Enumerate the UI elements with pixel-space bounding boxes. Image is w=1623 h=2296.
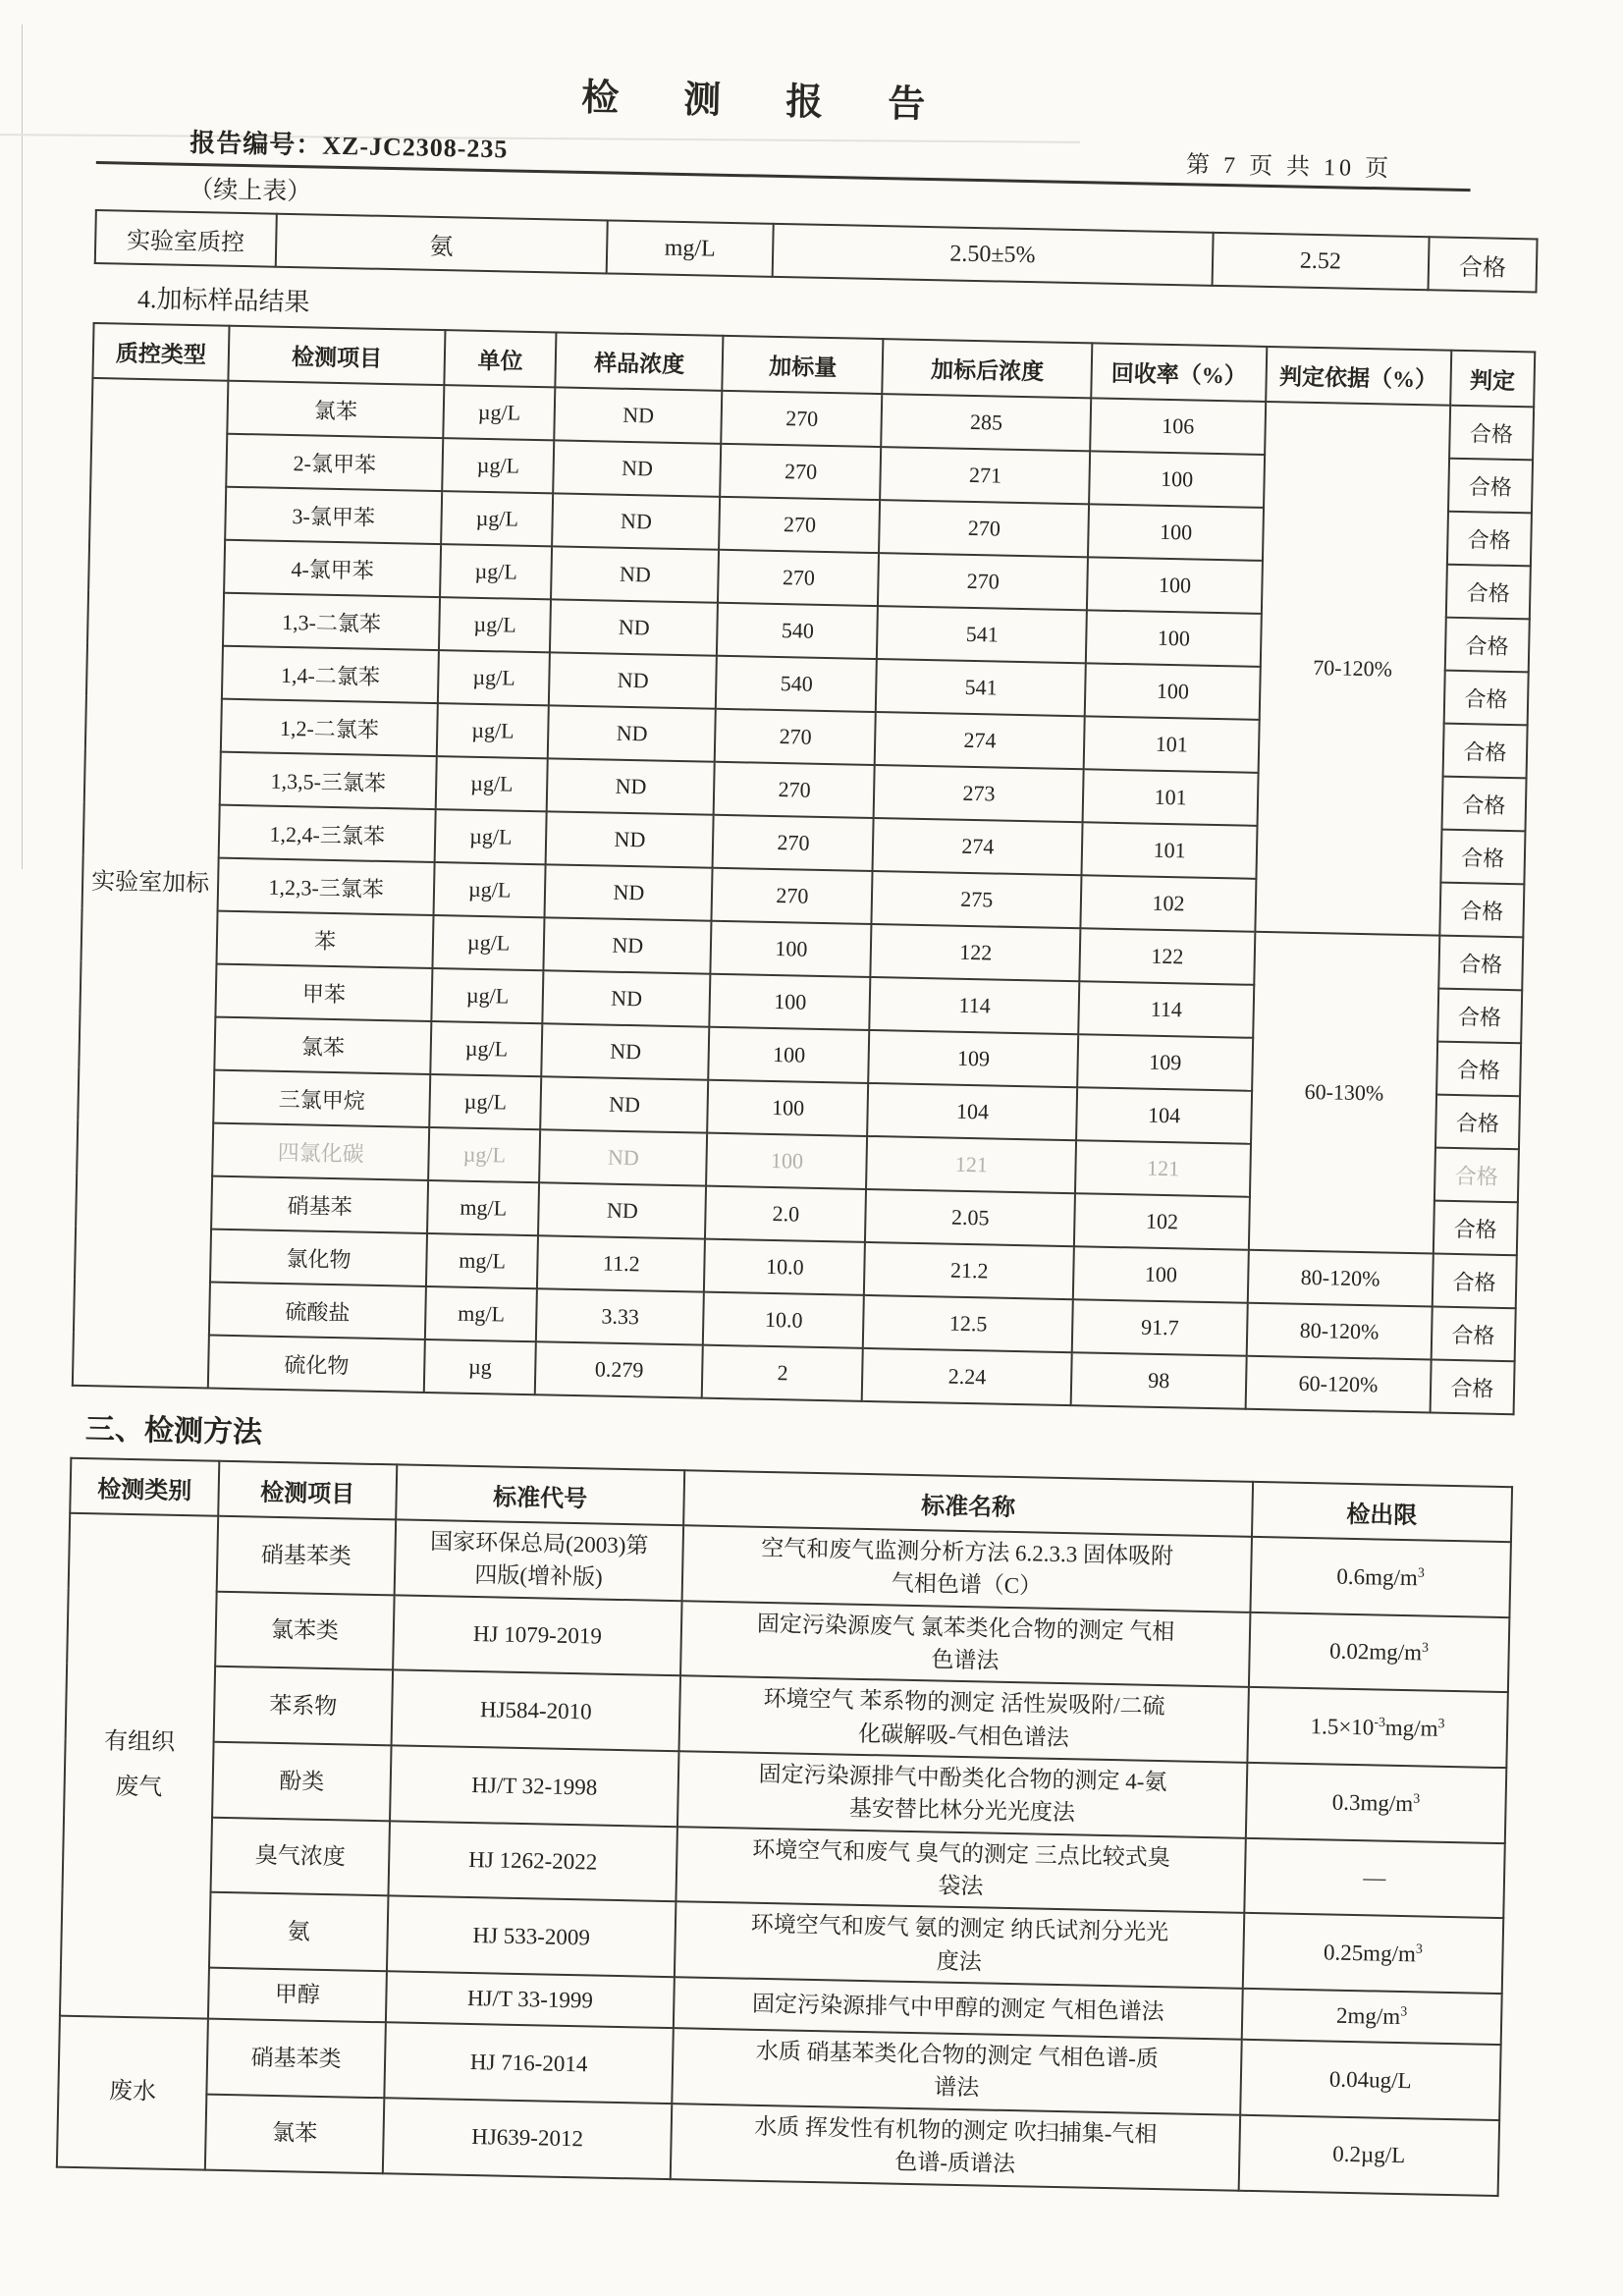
spiked-cell-recovery: 100	[1087, 557, 1263, 614]
methods-cell-item: 氯苯类	[215, 1591, 394, 1669]
spiked-cell-after: 274	[873, 818, 1083, 875]
spiked-cell-unit: µg/L	[441, 491, 553, 546]
spiked-cell-item: 硫化物	[208, 1336, 425, 1393]
methods-heading: 三、检测方法	[84, 1413, 263, 1449]
spiked-cell-unit: µg/L	[429, 1074, 541, 1129]
spiked-cell-verdict: 合格	[1440, 830, 1525, 885]
spiked-cell-unit: mg/L	[425, 1286, 537, 1341]
spiked-cell-spike: 270	[718, 550, 879, 606]
spiked-cell-after: 541	[876, 659, 1086, 716]
spiked-cell-spike: 270	[715, 709, 876, 765]
spiked-col-header: 回收率（%）	[1092, 343, 1268, 402]
spiked-cell-after: 121	[866, 1136, 1076, 1193]
spiked-cell-item: 甲苯	[215, 964, 432, 1021]
spiked-cell-recovery: 102	[1081, 875, 1257, 932]
methods-cell-item: 甲醇	[208, 1968, 387, 2023]
spiked-cell-item: 1,3-二氯苯	[223, 593, 440, 650]
qc-cell-verdict: 合格	[1428, 237, 1537, 292]
spiked-cell-item: 氯苯	[227, 381, 444, 438]
spiked-cell-after: 271	[881, 447, 1091, 504]
methods-cell-limit: —	[1244, 1838, 1505, 1919]
methods-col-header: 标准代号	[396, 1464, 685, 1525]
spiked-cell-unit: µg/L	[428, 1127, 540, 1182]
spiked-cell-verdict: 合格	[1435, 1095, 1520, 1150]
spiked-cell-item: 四氯化碳	[212, 1123, 429, 1180]
page-number-info: 第 7 页 共 10 页	[1185, 152, 1393, 183]
page-title: 检 测 报 告	[580, 77, 940, 127]
spiked-cell-basis: 70-120%	[1255, 402, 1450, 936]
spiked-cell-spike: 10.0	[704, 1239, 865, 1295]
spiked-cell-after: 21.2	[864, 1242, 1074, 1299]
spiked-cell-recovery: 106	[1090, 398, 1266, 455]
spiked-col-header: 加标后浓度	[883, 339, 1093, 398]
methods-cell-limit: $0.02mg/m^3$	[1249, 1613, 1510, 1693]
methods-cell-limit: $2mg/m^3$	[1241, 1989, 1501, 2045]
spiked-cell-after: 12.5	[863, 1295, 1073, 1352]
methods-col-header: 标准名称	[683, 1470, 1252, 1537]
spiked-cell-after: 541	[877, 606, 1087, 663]
spiked-cell-unit: µg/L	[437, 703, 549, 758]
spiked-cell-sample: ND	[538, 1182, 706, 1238]
spiked-cell-item: 氯化物	[210, 1230, 427, 1286]
spiked-cell-item: 1,2-二氯苯	[221, 699, 438, 756]
spiked-cell-unit: µg/L	[432, 968, 544, 1023]
methods-cell-name: 固定污染源废气 氯苯类化合物的测定 气相 色谱法	[680, 1601, 1250, 1687]
spiked-cell-sample: 0.279	[535, 1341, 703, 1397]
spiked-cell-basis: 60-120%	[1246, 1356, 1432, 1413]
methods-cell-code: HJ 533-2009	[387, 1896, 676, 1978]
methods-cell-item: 酚类	[212, 1742, 391, 1821]
spiked-cell-after: 2.05	[865, 1189, 1075, 1246]
spiked-cell-unit: mg/L	[426, 1233, 538, 1288]
report-number	[189, 123, 509, 165]
spiked-cell-recovery: 101	[1084, 716, 1260, 773]
methods-cell-code: HJ/T 33-1999	[386, 1971, 676, 2028]
spiked-cell-item: 氯苯	[214, 1017, 431, 1074]
spiked-cell-basis: 80-120%	[1248, 1250, 1434, 1307]
spiked-cell-sample: ND	[543, 970, 711, 1026]
spiked-cell-after: 122	[871, 924, 1081, 981]
spiked-cell-item: 1,2,4-三氯苯	[219, 805, 436, 862]
methods-col-header: 检出限	[1252, 1482, 1512, 1542]
spiked-cell-spike: 100	[708, 1080, 869, 1136]
spiked-cell-recovery: 114	[1079, 981, 1255, 1038]
spiked-cell-spike: 100	[710, 974, 871, 1030]
qc-cell-item: 氨	[275, 214, 608, 274]
spiked-cell-sample: ND	[550, 599, 718, 655]
spiked-results-body	[73, 378, 1534, 1414]
spiked-cell-spike: 100	[709, 1027, 870, 1083]
spiked-cell-item: 三氯甲烷	[213, 1070, 430, 1127]
spiked-cell-sample: 11.2	[537, 1235, 705, 1291]
spiked-cell-unit: µg/L	[436, 756, 548, 811]
spiked-group-cell: 实验室加标	[73, 378, 229, 1389]
spiked-cell-sample: ND	[548, 705, 716, 761]
spiked-cell-spike: 100	[707, 1133, 868, 1189]
methods-cell-name: 空气和废气监测分析方法 6.2.3.3 固体吸附 气相色谱（C）	[682, 1525, 1252, 1612]
spiked-cell-sample: ND	[547, 758, 715, 814]
methods-table	[56, 1457, 1513, 2197]
spiked-cell-recovery: 100	[1089, 451, 1265, 508]
spiked-cell-after: 2.24	[862, 1348, 1072, 1405]
methods-cell-item: 硝基苯类	[217, 1516, 396, 1595]
spiked-cell-spike: 270	[721, 444, 882, 500]
methods-cell-item: 硝基苯类	[207, 2019, 386, 2098]
spiked-cell-unit: µg/L	[433, 915, 545, 970]
spiked-cell-verdict: 合格	[1434, 1148, 1519, 1203]
methods-cell-name: 水质 挥发性有机物的测定 吹扫捕集-气相 色谱-质谱法	[671, 2104, 1240, 2190]
spiked-cell-verdict: 合格	[1431, 1307, 1515, 1362]
spiked-cell-recovery: 102	[1074, 1193, 1250, 1250]
spiked-cell-spike: 270	[720, 497, 881, 553]
spiked-cell-after: 275	[872, 871, 1082, 928]
methods-cell-code: HJ/T 32-1998	[390, 1745, 679, 1827]
methods-cell-code: HJ584-2010	[391, 1670, 680, 1752]
spiked-cell-sample: ND	[541, 1023, 709, 1079]
spiked-col-header: 检测项目	[228, 326, 445, 385]
spiked-cell-verdict: 合格	[1437, 989, 1522, 1044]
spiked-cell-recovery: 100	[1086, 610, 1262, 667]
spiked-cell-sample: 3.33	[536, 1288, 704, 1344]
spiked-cell-spike: 10.0	[703, 1292, 864, 1348]
methods-cell-name: 环境空气 苯系物的测定 活性炭吸附/二硫 化碳解吸-气相色谱法	[679, 1676, 1249, 1763]
spiked-cell-sample: ND	[544, 917, 712, 973]
methods-group-cell: 废水	[57, 2016, 208, 2169]
spiked-cell-after: 104	[868, 1083, 1078, 1140]
spiked-cell-recovery: 101	[1082, 822, 1258, 879]
spiked-cell-sample: ND	[545, 864, 713, 920]
methods-cell-limit: $0.25mg/m^3$	[1243, 1913, 1504, 1994]
methods-body	[57, 1513, 1511, 2196]
spiked-cell-verdict: 合格	[1447, 512, 1532, 567]
spiked-cell-recovery: 121	[1075, 1140, 1251, 1197]
spiked-cell-sample: ND	[553, 440, 721, 496]
spiked-cell-verdict: 合格	[1446, 565, 1531, 620]
spiked-cell-verdict: 合格	[1433, 1254, 1517, 1309]
spiked-cell-item: 硫酸盐	[209, 1283, 426, 1339]
spiked-cell-item: 1,2,3-三氯苯	[218, 858, 435, 915]
spiked-cell-recovery: 98	[1071, 1352, 1247, 1409]
methods-cell-code: HJ639-2012	[383, 2098, 673, 2179]
spiked-cell-unit: µg/L	[435, 809, 547, 864]
methods-cell-code: HJ 716-2014	[384, 2022, 674, 2104]
spiked-results-table	[72, 322, 1536, 1415]
methods-cell-name: 环境空气和废气 臭气的测定 三点比较式臭 袋法	[676, 1827, 1246, 1913]
spiked-cell-verdict: 合格	[1445, 618, 1530, 673]
spiked-cell-sample: ND	[549, 652, 717, 708]
spiked-cell-unit: mg/L	[427, 1180, 539, 1235]
spiked-cell-recovery: 100	[1088, 504, 1264, 561]
spiked-cell-spike: 100	[711, 921, 872, 977]
spiked-cell-spike: 270	[713, 815, 874, 871]
spiked-cell-unit: µg/L	[440, 544, 552, 599]
spiked-cell-unit: µg/L	[439, 597, 551, 652]
spiked-cell-verdict: 合格	[1441, 777, 1526, 832]
qc-cell-standard-value: 2.50±5%	[773, 224, 1214, 286]
spiked-cell-recovery: 101	[1083, 769, 1259, 826]
methods-cell-item: 氨	[209, 1892, 388, 1971]
spiked-cell-recovery: 109	[1077, 1034, 1253, 1091]
methods-cell-limit: 0.2µg/L	[1238, 2115, 1499, 2196]
spiked-cell-recovery: 100	[1073, 1246, 1249, 1303]
spiked-col-header: 单位	[445, 330, 557, 387]
methods-cell-limit: 0.04ug/L	[1240, 2040, 1501, 2120]
spiked-cell-sample: ND	[551, 546, 719, 602]
spiked-results-heading: 4.加标样品结果	[136, 284, 310, 317]
methods-cell-name: 环境空气和废气 氨的测定 纳氏试剂分光光 度法	[675, 1902, 1244, 1989]
spiked-cell-item: 3-氯甲苯	[225, 487, 442, 544]
methods-cell-name: 固定污染源排气中甲醇的测定 气相色谱法	[674, 1977, 1242, 2040]
spiked-cell-spike: 270	[722, 391, 883, 447]
spiked-cell-item: 1,3,5-三氯苯	[220, 752, 437, 809]
spiked-cell-after: 285	[882, 394, 1092, 451]
spiked-cell-item: 硝基苯	[211, 1176, 428, 1233]
report-number-label: 报告编号：	[189, 128, 323, 160]
methods-col-header: 检测项目	[218, 1461, 397, 1520]
methods-cell-item: 苯系物	[214, 1667, 393, 1745]
methods-group-cell: 有组织 废气	[60, 1513, 218, 2019]
spiked-cell-recovery: 100	[1085, 663, 1261, 720]
spiked-cell-after: 270	[879, 500, 1089, 557]
spiked-cell-unit: µg/L	[442, 438, 554, 493]
spiked-col-header: 判定	[1450, 351, 1535, 408]
spiked-cell-item: 2-氯甲苯	[226, 434, 443, 491]
spiked-cell-sample: ND	[539, 1129, 707, 1185]
spiked-cell-unit: µg/L	[438, 650, 550, 705]
methods-cell-code: HJ 1079-2019	[393, 1595, 682, 1676]
report-content	[56, 57, 1542, 2197]
spiked-cell-spike: 270	[714, 762, 875, 818]
methods-cell-item: 氯苯	[205, 2094, 384, 2172]
spiked-cell-verdict: 合格	[1449, 406, 1534, 461]
methods-cell-name: 水质 硝基苯类化合物的测定 气相色谱-质 谱法	[673, 2028, 1242, 2114]
spiked-cell-verdict: 合格	[1448, 459, 1533, 514]
spiked-cell-basis: 80-120%	[1247, 1303, 1433, 1360]
spiked-cell-spike: 2.0	[705, 1186, 866, 1242]
spiked-cell-basis: 60-130%	[1249, 932, 1439, 1254]
spiked-cell-unit: µg/L	[430, 1021, 542, 1076]
spiked-cell-verdict: 合格	[1438, 936, 1523, 991]
spiked-cell-verdict: 合格	[1439, 883, 1524, 938]
spiked-cell-verdict: 合格	[1436, 1042, 1521, 1097]
spiked-cell-item: 苯	[216, 911, 433, 968]
spiked-cell-verdict: 合格	[1442, 724, 1527, 779]
methods-cell-limit: $0.6mg/m^3$	[1250, 1537, 1511, 1617]
spiked-cell-recovery: 122	[1080, 928, 1256, 985]
spiked-cell-spike: 540	[716, 656, 877, 712]
spiked-cell-spike: 270	[712, 868, 873, 924]
methods-cell-code: 国家环保总局(2003)第 四版(增补版)	[394, 1519, 683, 1601]
spiked-cell-sample: ND	[546, 811, 714, 867]
spiked-cell-sample: ND	[540, 1076, 708, 1132]
spiked-cell-verdict: 合格	[1434, 1201, 1518, 1256]
methods-cell-limit: $0.3mg/m^3$	[1246, 1763, 1507, 1843]
spiked-cell-unit: µg	[424, 1339, 536, 1394]
spiked-cell-after: 273	[874, 765, 1084, 822]
report-number-value: XZ-JC2308-235	[321, 131, 509, 164]
methods-cell-name: 固定污染源排气中酚类化合物的测定 4-氨 基安替比林分光光度法	[677, 1751, 1247, 1837]
spiked-cell-item: 1,4-二氯苯	[222, 646, 439, 703]
spiked-cell-after: 114	[870, 977, 1080, 1034]
qc-cell-unit: mg/L	[607, 220, 774, 276]
spiked-cell-sample: ND	[552, 493, 720, 549]
spiked-col-header: 质控类型	[92, 323, 229, 381]
continuation-note: （续上表）	[189, 176, 312, 206]
spiked-cell-spike: 540	[717, 603, 878, 659]
spiked-cell-verdict: 合格	[1430, 1360, 1514, 1415]
methods-cell-item: 臭气浓度	[211, 1817, 390, 1895]
methods-cell-code: HJ 1262-2022	[388, 1821, 677, 1902]
methods-col-header: 检测类别	[70, 1458, 219, 1516]
spiked-cell-spike: 2	[702, 1345, 863, 1401]
spiked-cell-item: 4-氯甲苯	[224, 540, 441, 597]
spiked-col-header: 样品浓度	[556, 332, 724, 390]
spiked-cell-verdict: 合格	[1443, 671, 1528, 726]
qc-cell-qc-type: 实验室质控	[95, 210, 277, 267]
spiked-cell-unit: µg/L	[443, 385, 555, 440]
spiked-cell-after: 270	[878, 553, 1088, 610]
spiked-col-header: 判定依据（%）	[1266, 347, 1451, 406]
scan-edge-artifact	[22, 25, 23, 869]
spiked-cell-after: 109	[869, 1030, 1079, 1087]
spiked-cell-unit: µg/L	[434, 862, 546, 917]
spiked-cell-sample: ND	[554, 387, 722, 443]
methods-cell-limit: $1.5\times 10^{-3}mg/m^3$	[1247, 1687, 1508, 1768]
spiked-cell-after: 274	[875, 712, 1085, 769]
qc-cell-measured-value: 2.52	[1212, 233, 1429, 290]
spiked-cell-recovery: 91.7	[1072, 1299, 1248, 1356]
spiked-col-header: 加标量	[723, 336, 884, 394]
spiked-cell-recovery: 104	[1076, 1087, 1252, 1144]
